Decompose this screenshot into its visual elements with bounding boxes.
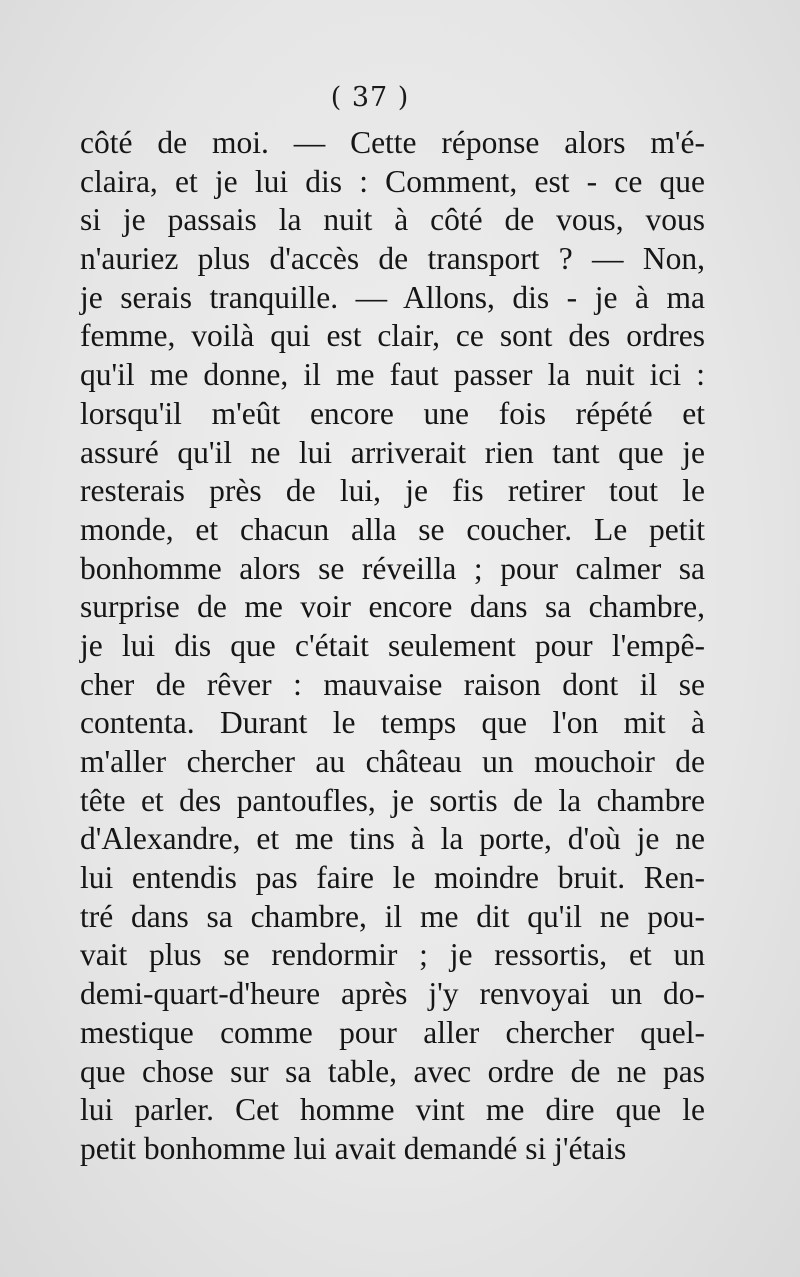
text-line: d'Alexandre, et me tins à la porte, d'où je ne <box>80 821 705 857</box>
text-line: lorsqu'il m'eût encore une fois répété et <box>80 395 705 431</box>
page-number: ( 37 ) <box>330 82 410 113</box>
text-line: cher de rêver : mauvaise raison dont il se <box>80 666 705 702</box>
text-line: claira, et je lui dis : Comment, est - ce que <box>80 163 705 199</box>
text-line: n'auriez plus d'accès de transport ? — Non, <box>80 241 705 277</box>
text-line: femme, voilà qui est clair, ce sont des ordres <box>80 318 705 354</box>
text-line: monde, et chacun alla se coucher. Le petit <box>80 511 705 547</box>
text-line: m'aller chercher au château un mouchoir de <box>80 744 705 779</box>
text-line: bonhomme alors se réveilla ; pour calmer sa <box>80 550 705 586</box>
text-line: vait plus se rendormir ; je ressortis, et un <box>80 937 705 973</box>
text-line: mestique comme pour aller chercher quel- <box>80 1014 705 1050</box>
text-line: petit bonhomme lui avait demandé si j'étais <box>80 1130 627 1166</box>
text-line: je lui dis que c'était seulement pour l'empê- <box>80 627 705 663</box>
text-line: tête et des pantoufles, je sortis de la chambre <box>80 782 705 818</box>
text-line: qu'il me donne, il me faut passer la nuit ici : <box>80 357 705 393</box>
text-line: assuré qu'il ne lui arriverait rien tant que je <box>80 434 705 470</box>
text-line: je serais tranquille. — Allons, dis - je à ma <box>80 279 705 315</box>
body-text <box>80 124 705 1169</box>
text-line: côté de moi. — Cette réponse alors m'é- <box>80 125 705 160</box>
text-line: contenta. Durant le temps que l'on mit à <box>80 705 705 741</box>
text-line: demi-quart-d'heure après j'y renvoyai un do- <box>80 976 705 1012</box>
text-line: que chose sur sa table, avec ordre de ne pas <box>80 1053 705 1089</box>
text-line: lui entendis pas faire le moindre bruit. Ren- <box>80 860 705 896</box>
text-line: lui parler. Cet homme vint me dire que le <box>80 1092 705 1128</box>
text-line: si je passais la nuit à côté de vous, vous <box>80 202 705 238</box>
text-line: resterais près de lui, je fis retirer tout le <box>80 473 705 509</box>
text-line: tré dans sa chambre, il me dit qu'il ne pou- <box>80 898 705 934</box>
text-line: surprise de me voir encore dans sa chambre, <box>80 589 705 625</box>
